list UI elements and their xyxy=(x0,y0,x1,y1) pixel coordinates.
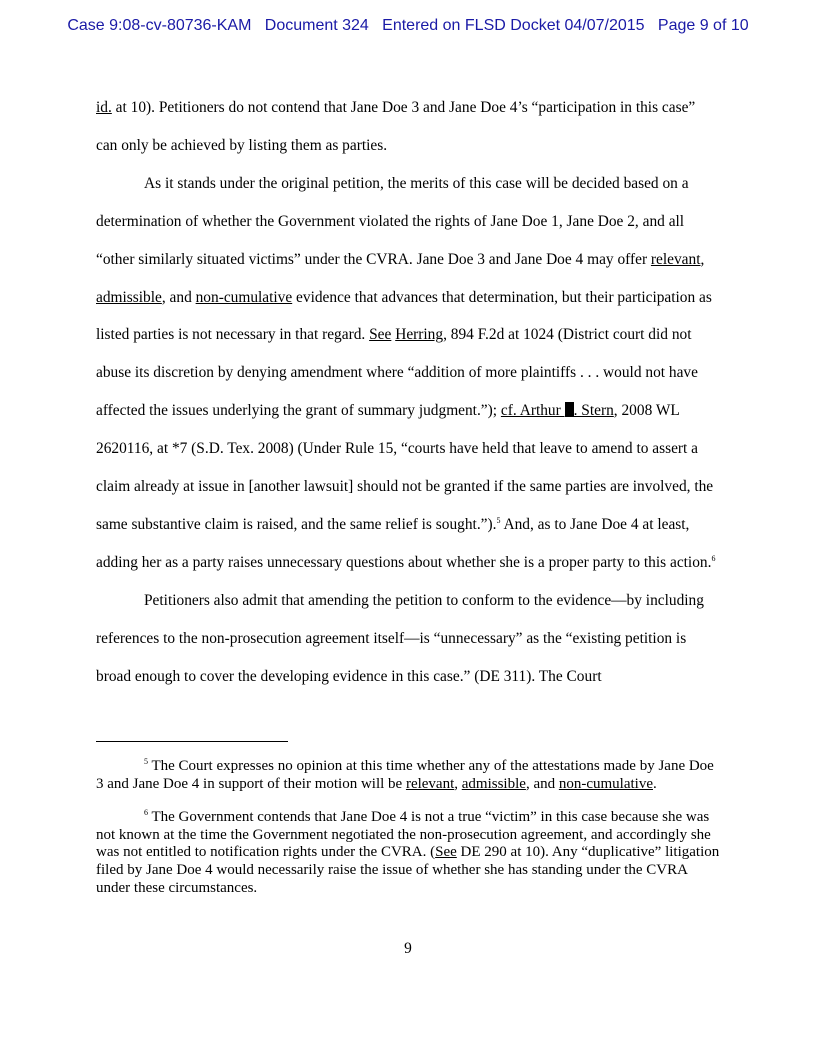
id-citation: id. xyxy=(96,99,112,116)
paragraph-3 xyxy=(96,582,720,696)
page-number: 9 xyxy=(404,940,412,957)
p2-sep-2: , and xyxy=(161,288,196,306)
footnote-6-number: 6 xyxy=(144,808,148,818)
redaction-block xyxy=(565,402,574,417)
footnote-6-text-1: The Government contends that Jane Doe 4 is not a true “victim” in this case because she was not known at the time the Government negotiated the non-prosecution agreement, and accordingly she was not entitled to notification rights under the CVRA. ( xyxy=(96,809,711,861)
footnote-5-text-1: The Court expresses no opinion at this time whether any of the attestations made by Jane Doe 3 and Jane Doe 4 in support of their motion will be xyxy=(96,758,714,792)
paragraph-3-text: Petitioners also admit that amending the petition to conform to the evidence—by including references to the non-prosecution agreement itself—is “unnecessary” as the “existing petition is broad enough to cover the developing evidence in this case.” (DE 311). The Court xyxy=(96,591,704,685)
paragraph-1-text: at 10). Petitioners do not contend that Jane Doe 3 and Jane Doe 4’s “participation in this case” can only be achieved by listing them as parties. xyxy=(96,99,696,154)
p2-text-2: evidence that advances that determination, but their participation as listed parties is not necessary in that regard. xyxy=(96,288,712,344)
fn6-see-signal: See xyxy=(435,844,457,861)
footnote-5-number: 5 xyxy=(144,757,148,766)
see-signal: See xyxy=(369,326,392,344)
p2-text-4: , 2008 WL 2620116, at *7 (S.D. Tex. 2008) (Under Rule 15, “courts have held that leave to amend to assert a claim already at issue in [another lawsuit] should not be granted if the same parties are involved, the same substantive claim is raised, and the same relief is sought.”). xyxy=(96,402,714,533)
p2-text-1: As it stands under the original petition, the merits of this case will be decided based on a determination of whether the Government violated the rights of Jane Doe 1, Jane Doe 2, and all “other similarly situated victims” under the CVRA. Jane Doe 3 and Jane Doe 4 may offer xyxy=(96,174,689,268)
footnote-divider xyxy=(96,741,288,742)
fn5-sep-2: , and xyxy=(525,775,559,792)
paragraph-2 xyxy=(96,165,720,582)
fn5-sep-1: , xyxy=(454,775,462,792)
herring-citation: Herring xyxy=(395,326,444,344)
arthur-citation xyxy=(501,402,614,419)
docket-header: Case 9:08-cv-80736-KAM Document 324 Entered on FLSD Docket 04/07/2015 Page 9 of 10 xyxy=(67,17,749,34)
stern-name: . Stern xyxy=(573,402,614,420)
fn5-term-relevant: relevant xyxy=(405,775,455,792)
footnote-5 xyxy=(96,758,720,793)
p2-text-3: , 894 F.2d at 1024 (District court did not abuse its discretion by denying amendment where “addition of more plaintiffs . . . would not have affected the issues underlying the grant of summary judgment.”); xyxy=(96,326,698,420)
p2-text-5: And, as to Jane Doe 4 at least, adding her as a party raises unnecessary questions about whether she is a proper party to this action. xyxy=(96,515,712,571)
cf-arthur: cf. Arthur xyxy=(500,402,565,420)
fn5-term-admissible: admissible xyxy=(461,775,526,792)
footnote-6-text-2: DE 290 at 10). Any “duplicative” litigation filed by Jane Doe 4 would necessarily raise the issue of whether she has standing under the CVRA under these circumstances. xyxy=(96,844,720,896)
term-relevant: relevant xyxy=(650,250,701,268)
footnote-6 xyxy=(96,809,720,897)
body-text xyxy=(96,89,720,696)
term-non-cumulative: non-cumulative xyxy=(195,288,293,306)
footnotes xyxy=(96,758,720,913)
footnote-ref-6[interactable]: 6 xyxy=(711,553,716,563)
p2-sep-1: , xyxy=(700,250,705,268)
footnote-5-text-2: . xyxy=(653,775,657,792)
footnote-ref-5[interactable]: 5 xyxy=(496,515,501,525)
term-admissible: admissible xyxy=(96,288,162,306)
paragraph-1 xyxy=(96,89,720,165)
fn5-term-non-cumulative: non-cumulative xyxy=(558,775,653,792)
